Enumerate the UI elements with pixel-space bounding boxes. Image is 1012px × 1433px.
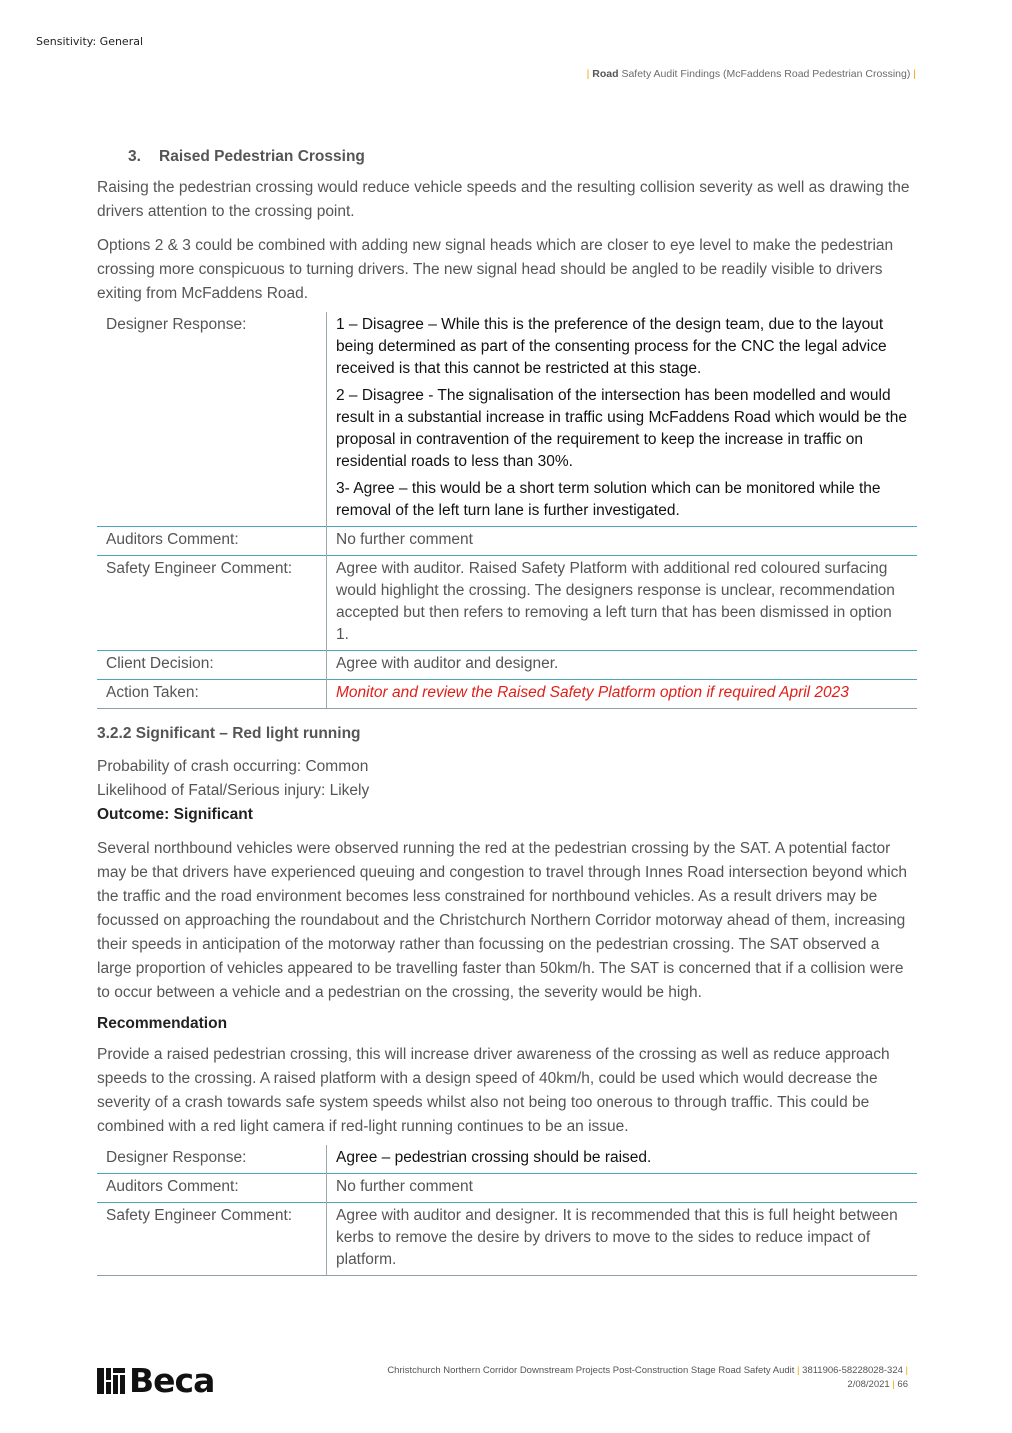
response-option-2: 2 – Disagree - The signalisation of the intersection has been modelled and would result in a substantial increase in traffic using McFaddens Road which would be the proposal in contravention of the requirement to keep the increase in traffic on residential roads to less than 30%. [336, 387, 907, 470]
outcome-line: Outcome: Significant [97, 806, 253, 823]
beca-logo-text: Beca [129, 1361, 215, 1400]
client-decision: Agree with auditor and designer. [336, 655, 559, 672]
safety-engineer-comment: Agree with auditor. Raised Safety Platform with additional red coloured surfacing would highlight the crossing. The designers response is unclear, recommendation accepted but then refers to removing a left turn that has been dismissed in option 1. [336, 560, 895, 643]
footer-project: Christchurch Northern Corridor Downstream Projects Post-Construction Stage Road Safety Audit [387, 1365, 795, 1376]
action-taken: Monitor and review the Raised Safety Platform option if required April 2023 [336, 684, 849, 701]
footer-ref: 3811906-58228028-324 [802, 1365, 903, 1376]
footer-line-2: 2/08/2021 | 66 [847, 1379, 908, 1390]
header-bold-word: Road [592, 68, 619, 80]
section-title: Raised Pedestrian Crossing [159, 148, 365, 165]
page-content [97, 148, 917, 1292]
auditors-comment: No further comment [336, 531, 473, 548]
safety-engineer-comment: Agree with auditor and designer. It is recommended that this is full height between kerbs to remove the desire by drivers to move to the sides to reduce impact of platform. [336, 1207, 898, 1268]
finding-body: Several northbound vehicles were observed running the red at the pedestrian crossing by the SAT. A potential factor may be that drivers have experienced queuing and congestion to travel through Innes Road intersection beyond which the traffic and the road environment becomes less constrained for northbound vehicles. As a result drivers may be focussed on approaching the roundabout and the Christchurch Northern Corridor motorway ahead of them, increasing their speeds in anticipation of the motorway rather than focussing on the pedestrian crossing. The SAT observed a large proportion of vehicles appeared to be travelling faster than 50km/h. The SAT is concerned that if a collision were to occur between a vehicle and a pedestrian on the crossing, the severity would be high. [97, 840, 907, 1001]
sensitivity-label: Sensitivity: General [36, 35, 144, 48]
table-row [97, 556, 917, 651]
beca-logo [97, 1361, 214, 1400]
row-label: Designer Response: [97, 312, 327, 527]
table-row [97, 1174, 917, 1203]
page-number: 66 [897, 1379, 908, 1390]
row-label: Safety Engineer Comment: [97, 556, 327, 651]
subsection-heading: 3.2.2 Significant – Red light running [97, 725, 361, 742]
table-row [97, 527, 917, 556]
header-divider: | [586, 68, 593, 80]
response-table [97, 312, 917, 709]
probability-line: Probability of crash occurring: Common [97, 758, 369, 775]
beca-logo-mark-icon [97, 1368, 125, 1394]
row-label: Client Decision: [97, 651, 327, 680]
designer-response [327, 312, 918, 527]
section-paragraph: Raising the pedestrian crossing would reduce vehicle speeds and the resulting collision severity as well as drawing the drivers attention to the crossing point. [97, 179, 910, 220]
recommendation-heading: Recommendation [97, 1015, 228, 1032]
likelihood-line: Likelihood of Fatal/Serious injury: Likely [97, 782, 370, 799]
running-header [587, 68, 916, 80]
row-label: Action Taken: [97, 680, 327, 709]
risk-summary [97, 755, 917, 827]
footer-text [387, 1364, 908, 1392]
row-label: Safety Engineer Comment: [97, 1203, 327, 1276]
footer-date: 2/08/2021 [847, 1379, 890, 1390]
header-divider: | [910, 68, 916, 80]
response-option-3: 3- Agree – this would be a short term solution which can be monitored while the removal of the left turn lane is further investigated. [336, 480, 881, 519]
response-option-1: 1 – Disagree – While this is the preference of the design team, due to the layout being determined as part of the consenting process for the CNC the legal advice received is that this cannot be restricted at this stage. [336, 316, 887, 377]
row-label: Auditors Comment: [97, 1174, 327, 1203]
row-label: Auditors Comment: [97, 527, 327, 556]
header-title: Safety Audit Findings (McFaddens Road Pedestrian Crossing) [621, 68, 911, 80]
auditors-comment: No further comment [336, 1178, 473, 1195]
footer-line-1: Christchurch Northern Corridor Downstream Projects Post-Construction Stage Road Safety Audit | 3811906-58228028-324 | [387, 1365, 908, 1376]
table-row [97, 312, 917, 527]
table-row [97, 651, 917, 680]
table-row [97, 1203, 917, 1276]
section-paragraph: Options 2 & 3 could be combined with adding new signal heads which are closer to eye level to make the pedestrian crossing more conspicuous to turning drivers. The new signal head should be angled to be readily visible to drivers exiting from McFaddens Road. [97, 237, 894, 302]
designer-response: Agree – pedestrian crossing should be raised. [336, 1149, 652, 1166]
response-table [97, 1145, 917, 1276]
section-heading [128, 148, 917, 166]
table-row [97, 680, 917, 709]
row-label: Designer Response: [97, 1145, 327, 1174]
section-number: 3. [128, 148, 141, 165]
recommendation-body: Provide a raised pedestrian crossing, this will increase driver awareness of the crossing as well as reduce approach speeds to the crossing. A raised platform with a design speed of 40km/h, could be used which would decrease the severity of a crash towards safe system speeds whilst also not being too onerous to through traffic. This could be combined with a red light camera if red-light running continues to be an issue. [97, 1046, 890, 1135]
table-row [97, 1145, 917, 1174]
